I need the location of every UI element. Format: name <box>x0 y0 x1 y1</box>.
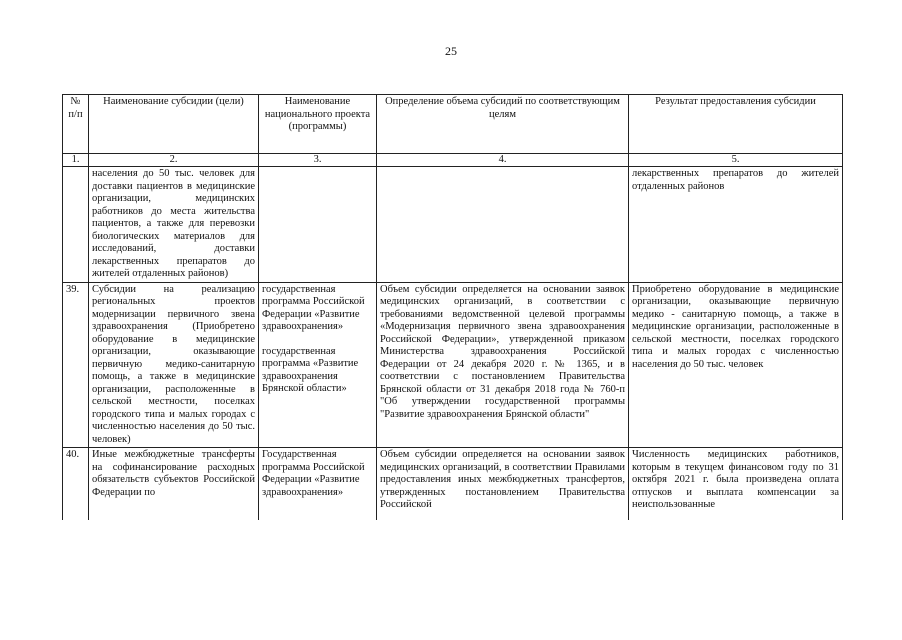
volume-cell <box>377 167 629 283</box>
subsidy-name-cell: Иные межбюджетные трансферты на софинансирование расходных обязательств субъектов Российской Федерации по <box>89 448 259 521</box>
subsidy-table <box>62 94 843 520</box>
national-project-cell <box>259 282 377 448</box>
table-row <box>63 167 843 283</box>
table-row <box>63 448 843 521</box>
row-number: 40. <box>63 448 89 521</box>
spacer <box>262 334 373 346</box>
column-number: 3. <box>259 154 377 167</box>
row-number <box>63 167 89 283</box>
column-number: 5. <box>629 154 843 167</box>
national-project-cell: Государственная программа Российской Федерации «Развитие здравоохранения» <box>259 448 377 521</box>
project-regional: государственная программа «Развитие здравоохранения Брянской области» <box>262 345 359 394</box>
column-number: 1. <box>63 154 89 167</box>
row-number: 39. <box>63 282 89 448</box>
result-cell: лекарственных препаратов до жителей отдаленных районов <box>629 167 843 283</box>
header-national-project: Наименование национального проекта (программы) <box>259 95 377 154</box>
volume-cell: Объем субсидии определяется на основании заявок медицинских организаций, в соответствии Правилами предоставления иных межбюджетных трансфертов, утвержденных постановлением Правительства Российской <box>377 448 629 521</box>
header-result: Результат предоставления субсидии <box>629 95 843 154</box>
header-subsidy-name: Наименование субсидии (цели) <box>89 95 259 154</box>
column-number: 4. <box>377 154 629 167</box>
column-number: 2. <box>89 154 259 167</box>
volume-cell: Объем субсидии определяется на основании заявок медицинских организаций, в соответствии с требованиями ведомственной целевой программы «Модернизация первичного звена здравоохранения Российской Федерации», утвержденной приказом Министерства здравоохранения Российской Федерации от 24 декабря 2020 г. № 1365, и в соответствии с постановлением Правительства Брянской области от 31 декабря 2018 года № 760-п "Об утверждении государственной программы "Развитие здравоохранения Брянской области" <box>377 282 629 448</box>
table-header-row <box>63 95 843 154</box>
result-cell: Приобретено оборудование в медицинские организации, оказывающие первичную медико - санитарную помощь, а также в медицинские организации, расположенные в сельской местности, поселках городского типа и малых городах с численностью населения до 50 тыс. человек <box>629 282 843 448</box>
result-cell: Численность медицинских работников, которым в текущем финансовом году по 31 октября 2021 г. была произведена оплата отпусков и выплата компенсации за неиспользованные <box>629 448 843 521</box>
header-volume-definition: Определение объема субсидий по соответствующим целям <box>377 95 629 154</box>
national-project-cell <box>259 167 377 283</box>
subsidy-name-cell: населения до 50 тыс. человек для доставки пациентов в медицинские организации, медицинских работников до места жительства пациентов, а также для перевозки биологических материалов для исследований, доставки лекарственных препаратов до жителей отдаленных районов) <box>89 167 259 283</box>
page-number: 25 <box>445 44 457 58</box>
project-federal: государственная программа Российской Федерации «Развитие здравоохранения» <box>262 283 365 332</box>
column-number-row <box>63 154 843 167</box>
table-row <box>63 282 843 448</box>
header-number: № п/п <box>63 95 89 154</box>
subsidy-name-cell: Субсидии на реализацию региональных проектов модернизации первичного звена здравоохранения (Приобретено оборудование в медицинские организации, оказывающие первичную медико-санитарную помощь, а также в медицинские организации, расположенные в сельской местности, поселках городского типа и малых городах с численностью населения до 50 тыс. человек) <box>89 282 259 448</box>
